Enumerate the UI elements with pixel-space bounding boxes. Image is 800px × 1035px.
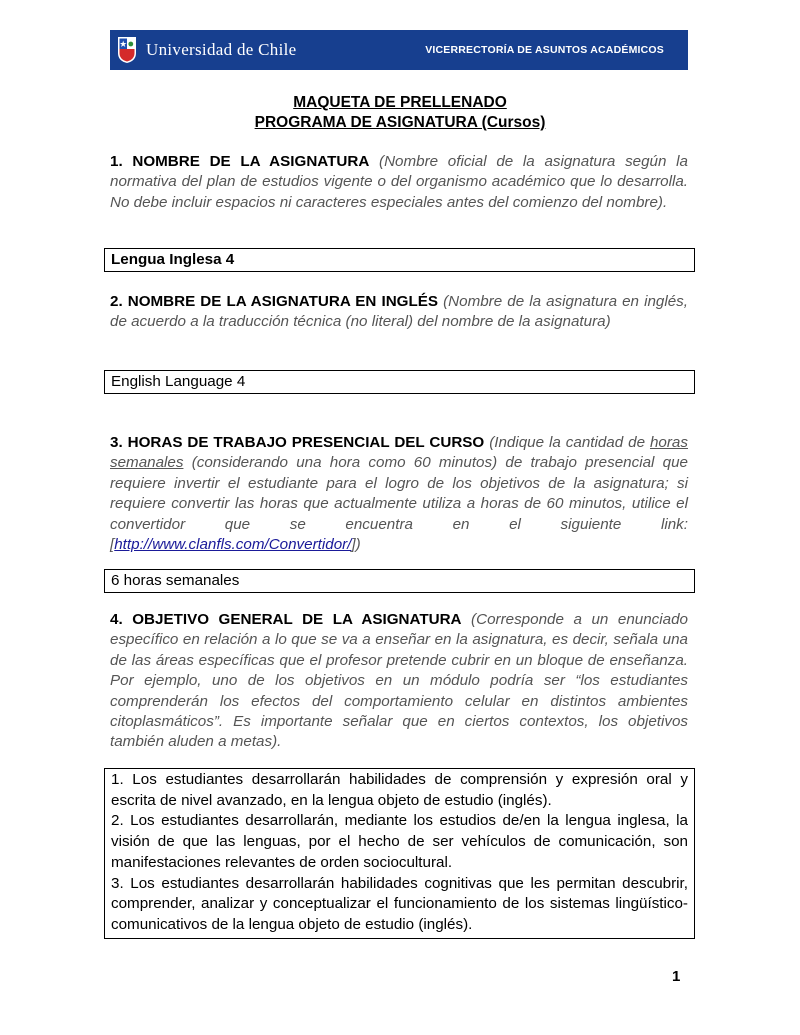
section-2-value: English Language 4 xyxy=(111,373,246,390)
university-crest-icon xyxy=(116,35,138,65)
section-2-heading: 2. NOMBRE DE LA ASIGNATURA EN INGLÉS xyxy=(110,293,439,310)
section-3-desc-b: (considerando una hora como 60 minutos) de trabajo presencial que requiere invertir el estudiante para el logro de los objetivos de la asignatura; si requiere convertir las horas que actualmente utiliza a horas de 60 minutos, utilice el convertidor que se encuentra en el siguiente link: [ xyxy=(110,454,688,554)
document-title-line2: PROGRAMA DE ASIGNATURA (Cursos) xyxy=(254,114,546,131)
section-3-value-box xyxy=(104,569,695,593)
convertidor-link[interactable]: http://www.clanfls.com/Convertidor/ xyxy=(114,536,352,554)
section-3-value: 6 horas semanales xyxy=(111,572,240,589)
section-3-desc-underlined: horas semanales xyxy=(110,434,688,472)
section-1-description: Nombre oficial de la asignatura según la normativa del plan de estudios vigente o del organismo académico que lo desarrolla. No debe incluir espacios ni caracteres especiales antes del comienzo del nombre). xyxy=(110,153,688,211)
university-name: Universidad de Chile xyxy=(146,40,297,59)
section-4-text xyxy=(110,610,688,753)
document-title-line1: MAQUETA DE PRELLENADO xyxy=(293,94,507,111)
objective-item-3: 3. Los estudiantes desarrollarán habilidades cognitivas que les permitan descubrir, comprender, analizar y conceptualizar el funcionamiento de los sistemas lingüístico-comunicativos de la lengua objeto de estudio (inglés). xyxy=(111,874,688,933)
section-1-value-box xyxy=(104,248,695,272)
brand xyxy=(110,30,296,70)
section-2-text xyxy=(110,292,688,333)
vicerrectoria-label: VICERRECTORÍA DE ASUNTOS ACADÉMICOS xyxy=(425,44,664,56)
section-3-desc-c: ]) xyxy=(351,536,361,554)
section-1-value: Lengua Inglesa 4 xyxy=(111,251,235,268)
header-banner xyxy=(110,30,688,70)
section-3-desc-a: (Indique la cantidad de xyxy=(489,434,646,451)
objective-item-2: 2. Los estudiantes desarrollarán, mediante los estudios de/en la lengua inglesa, la visión de que las lenguas, por el hecho de ser vehículos de comunicación, son manifestaciones relevantes de orden sociocultural. xyxy=(111,812,688,871)
section-2-desc-prefix: ( xyxy=(443,293,449,310)
page-number: 1 xyxy=(672,968,681,985)
section-4-heading: 4. OBJETIVO GENERAL DE LA ASIGNATURA xyxy=(110,611,462,628)
objective-item-1: 1. Los estudiantes desarrollarán habilidades de comprensión y expresión oral y escrita de nivel avanzado, en la lengua objeto de estudio (inglés). xyxy=(111,771,688,809)
section-2-description: Nombre de la asignatura en inglés, de acuerdo a la traducción técnica (no literal) del nombre de la asignatura) xyxy=(110,293,688,331)
section-1-text xyxy=(110,152,688,213)
section-3-text xyxy=(110,433,688,555)
section-4-objectives-box xyxy=(104,768,695,939)
section-1-desc-prefix: ( xyxy=(379,153,385,170)
section-3-heading: 3. HORAS DE TRABAJO PRESENCIAL DEL CURSO xyxy=(110,434,485,451)
section-2-value-box xyxy=(104,370,695,394)
section-4-description: (Corresponde a un enunciado específico en relación a lo que se va a enseñar en la asignatura, es decir, señala una de las áreas específicas que el profesor pretende cubrir en un bloque de enseñanza. Por ejemplo, uno de los objetivos en un módulo podría ser “los estudiantes comprenderán los efectos del comportamiento celular en distintos ambientes citoplasmáticos”. Es importante señalar que en ciertos contextos, los objetivos también aluden a metas). xyxy=(110,611,688,751)
section-1-heading: 1. NOMBRE DE LA ASIGNATURA xyxy=(110,153,370,170)
